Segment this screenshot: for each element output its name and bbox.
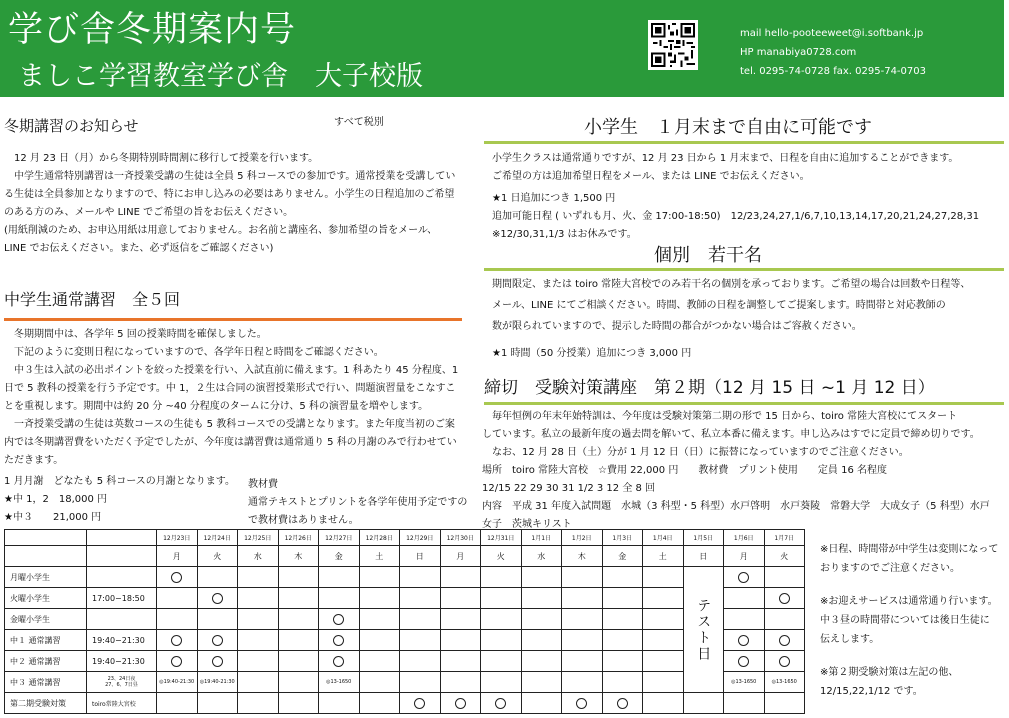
row-label: 中３ 通常講習 bbox=[5, 672, 87, 693]
table-cell bbox=[724, 567, 765, 588]
material-title: 教材費 bbox=[248, 479, 278, 490]
table-cell bbox=[440, 609, 481, 630]
note-line: ※お迎えサービスは通常通り行います。 bbox=[820, 596, 998, 607]
schedule-notes bbox=[820, 540, 1005, 701]
weekday-cell: 金 bbox=[602, 546, 643, 567]
material-line: 通常テキストとプリントを各学年使用予定ですの bbox=[248, 497, 468, 508]
row-label: 第二期受験対策 bbox=[5, 693, 87, 714]
table-cell bbox=[359, 672, 400, 693]
fee-line: ★中３ 21,000 円 bbox=[4, 512, 102, 523]
table-cell bbox=[521, 588, 562, 609]
junior-regular-title: 中学生通常講習 全５回 bbox=[4, 290, 181, 309]
contact-tel: tel. 0295-74-0728 fax. 0295-74-0703 bbox=[740, 66, 926, 77]
fee-line: ★中 1，2 18,000 円 bbox=[4, 494, 108, 505]
weekday-cell: 火 bbox=[481, 546, 522, 567]
text-line: 期間限定、または toiro 常陸大宮校でのみ若干名の個別を承っております。ご希望の場合は回数や日程等、 bbox=[492, 279, 971, 290]
table-cell bbox=[481, 588, 522, 609]
date-cell: 12月27日 bbox=[319, 530, 360, 546]
table-cell bbox=[319, 567, 360, 588]
text-line: 小学生クラスは通常通りですが、12 月 23 日から 1 月末まで、日程を自由に追加することができます。 bbox=[492, 153, 959, 164]
table-cell bbox=[197, 693, 238, 714]
table-cell bbox=[481, 651, 522, 672]
table-cell bbox=[278, 630, 319, 651]
table-cell bbox=[521, 609, 562, 630]
text-line: ただきます。 bbox=[4, 455, 64, 466]
weekday-cell: 木 bbox=[278, 546, 319, 567]
contact-hp[interactable]: HP manabiya0728.com bbox=[740, 47, 857, 58]
table-cell bbox=[440, 693, 481, 714]
weekday-cell: 金 bbox=[319, 546, 360, 567]
weekday-cell: 土 bbox=[643, 546, 684, 567]
table-cell bbox=[278, 693, 319, 714]
header-title: 学び舎冬期案内号 bbox=[8, 10, 297, 50]
circle-mark-icon bbox=[779, 656, 790, 667]
weekday-cell: 日 bbox=[683, 546, 724, 567]
table-cell bbox=[440, 672, 481, 693]
table-cell bbox=[724, 630, 765, 651]
table-cell bbox=[87, 567, 157, 588]
table-cell bbox=[440, 630, 481, 651]
table-cell bbox=[724, 693, 765, 714]
time-note: ◎13-1650 bbox=[724, 672, 765, 693]
table-cell bbox=[724, 651, 765, 672]
weekday-cell: 月 bbox=[724, 546, 765, 567]
table-cell bbox=[157, 567, 198, 588]
text-line: 冬期期間中は、各学年 5 回の授業時間を確保しました。 bbox=[4, 329, 267, 340]
text-line: る生徒は全員参加となりますので、特にお申し込みの必要はありません。小学生の日程追加のご希望 bbox=[4, 189, 455, 200]
table-cell bbox=[764, 609, 805, 630]
text-line: (用紙削減のため、お申込用紙は用意しておりません。お名前と講座名、参加希望の旨をメール、 bbox=[4, 225, 438, 236]
table-cell bbox=[440, 651, 481, 672]
orange-divider bbox=[4, 318, 462, 321]
circle-mark-icon bbox=[738, 635, 749, 646]
circle-mark-icon bbox=[495, 698, 506, 709]
table-cell bbox=[197, 609, 238, 630]
row-label: 月曜小学生 bbox=[5, 567, 87, 588]
text-line: 中学生通常特別講習は一斉授業受講の生徒は全員 5 科コースでの参加です。通常授業を受講してい bbox=[4, 171, 456, 182]
table-cell bbox=[319, 630, 360, 651]
table-cell bbox=[521, 630, 562, 651]
table-cell bbox=[87, 530, 157, 546]
text-line: 中３生は入試の必出ポイントを絞った授業を行い、入試直前に備えます。1 科あたり 45 分程度、1 bbox=[4, 365, 459, 376]
table-cell bbox=[643, 651, 684, 672]
time-line: 27、6、7日昼 bbox=[105, 682, 138, 688]
junior-regular-body bbox=[4, 326, 468, 470]
material-block bbox=[248, 476, 467, 530]
table-cell bbox=[562, 567, 603, 588]
winter-notice-title: 冬期講習のお知らせ bbox=[4, 117, 139, 135]
text-line: LINE でお伝えください。また、必ず返信をご確認ください) bbox=[4, 243, 274, 254]
test-day-label: テスト日 bbox=[695, 597, 712, 662]
circle-mark-icon bbox=[212, 635, 223, 646]
table-cell bbox=[319, 609, 360, 630]
table-cell bbox=[602, 630, 643, 651]
table-cell bbox=[197, 630, 238, 651]
text-line: 内容 平成 31 年度入試問題 水城（3 科型・5 科型）水戸啓明 水戸葵陵 常磐大学 大成女子（5 科型）水戸 bbox=[482, 501, 990, 512]
table-cell bbox=[643, 630, 684, 651]
table-cell bbox=[319, 588, 360, 609]
contact-info bbox=[740, 24, 926, 81]
table-cell bbox=[562, 672, 603, 693]
qr-code-icon[interactable] bbox=[648, 20, 698, 70]
date-cell: 1月1日 bbox=[521, 530, 562, 546]
table-cell bbox=[238, 609, 279, 630]
date-cell: 12月26日 bbox=[278, 530, 319, 546]
text-line: 数が限られていますので、提示した時間の都合がつかない場合はご容赦ください。 bbox=[492, 321, 862, 332]
table-cell bbox=[562, 630, 603, 651]
circle-mark-icon bbox=[576, 698, 587, 709]
table-cell bbox=[521, 693, 562, 714]
table-cell bbox=[724, 609, 765, 630]
text-line: 12/15 22 29 30 31 1/2 3 12 全 8 回 bbox=[482, 483, 656, 494]
weekday-cell: 水 bbox=[238, 546, 279, 567]
date-cell: 12月31日 bbox=[481, 530, 522, 546]
date-cell: 1月4日 bbox=[643, 530, 684, 546]
table-cell bbox=[643, 693, 684, 714]
individual-title: 個別 若干名 bbox=[654, 245, 762, 266]
note-line: ※第２期受験対策は左記の他、 bbox=[820, 667, 959, 678]
circle-mark-icon bbox=[171, 635, 182, 646]
text-line: 日で 5 教科の授業を行う予定です。中 1，２生は合同の演習授業形式で行い、問題演習量をこなすこ bbox=[4, 383, 456, 394]
date-cell: 12月29日 bbox=[400, 530, 441, 546]
elementary-body bbox=[492, 150, 979, 244]
row-label: 中１ 通常講習 bbox=[5, 630, 87, 651]
table-cell bbox=[521, 567, 562, 588]
exam-prep-body bbox=[482, 408, 980, 462]
weekday-cell: 月 bbox=[157, 546, 198, 567]
table-cell bbox=[87, 609, 157, 630]
circle-mark-icon bbox=[333, 614, 344, 625]
date-cell: 1月2日 bbox=[562, 530, 603, 546]
row-time: 19:40−21:30 bbox=[87, 651, 157, 672]
table-cell bbox=[521, 672, 562, 693]
table-cell bbox=[197, 588, 238, 609]
weekday-cell: 木 bbox=[562, 546, 603, 567]
circle-mark-icon bbox=[333, 635, 344, 646]
weekday-cell: 土 bbox=[359, 546, 400, 567]
circle-mark-icon bbox=[779, 635, 790, 646]
row-time: 17:00−18:50 bbox=[87, 588, 157, 609]
table-cell bbox=[602, 672, 643, 693]
table-cell bbox=[157, 609, 198, 630]
table-row bbox=[5, 693, 805, 714]
elementary-closed: ※12/30,31,1/3 はお休みです。 bbox=[492, 229, 637, 240]
note-line: おりますのでご注意ください。 bbox=[820, 563, 960, 574]
text-line: のある方のみ、メールや LINE でご希望の旨をお伝えください。 bbox=[4, 207, 294, 218]
time-note: ◎19:40-21:30 bbox=[197, 672, 238, 693]
table-cell bbox=[278, 588, 319, 609]
exam-prep-title: 締切 受験対策講座 第２期（12 月 15 日 ~1 月 12 日） bbox=[484, 378, 935, 398]
circle-mark-icon bbox=[212, 593, 223, 604]
table-cell bbox=[400, 693, 441, 714]
green-divider bbox=[484, 402, 1004, 405]
text-line: ご希望の方は追加希望日程をメール、または LINE でお伝えください。 bbox=[492, 171, 810, 182]
weekday-cell: 日 bbox=[400, 546, 441, 567]
row-time: 19:40−21:30 bbox=[87, 630, 157, 651]
date-cell: 12月25日 bbox=[238, 530, 279, 546]
table-row bbox=[5, 567, 805, 588]
text-line: 下記のように変則日程になっていますので、各学年日程と時間をご確認ください。 bbox=[4, 347, 384, 358]
table-cell bbox=[87, 546, 157, 567]
text-line: メール、LINE にてご相談ください。時間、教師の日程を調整してご提案します。時間帯と対応教師の bbox=[492, 300, 946, 311]
elementary-title: 小学生 １月末まで自由に可能です bbox=[584, 117, 872, 138]
table-cell bbox=[481, 693, 522, 714]
text-line: しています。私立の最新年度の過去問を解いて、私立本番に備えます。申し込みはすでに定員で締め切りです。 bbox=[482, 429, 980, 440]
text-line: 12 月 23 日（月）から冬期特別時間割に移行して授業を行います。 bbox=[4, 153, 319, 164]
individual-price: ★1 時間（50 分授業）追加につき 3,000 円 bbox=[492, 348, 692, 359]
table-row bbox=[5, 546, 805, 567]
time-line: 23、24日夜 bbox=[107, 676, 136, 682]
table-cell bbox=[238, 651, 279, 672]
text-line: 内では冬期講習費をいただく予定でしたが、今年度は講習費は通常通り 5 科の月謝のみで行わせてい bbox=[4, 437, 457, 448]
table-cell bbox=[5, 530, 87, 546]
table-cell bbox=[157, 630, 198, 651]
table-cell bbox=[764, 567, 805, 588]
table-cell bbox=[400, 567, 441, 588]
test-day-cell bbox=[683, 567, 724, 693]
time-note: ◎13-1650 bbox=[764, 672, 805, 693]
table-cell bbox=[562, 609, 603, 630]
table-cell bbox=[602, 609, 643, 630]
green-divider bbox=[484, 141, 1004, 144]
table-cell bbox=[643, 672, 684, 693]
table-cell bbox=[521, 651, 562, 672]
note-line: 中３昼の時間帯については後日生徒に bbox=[820, 615, 990, 626]
table-cell bbox=[238, 672, 279, 693]
tax-note: すべて税別 bbox=[334, 117, 384, 128]
text-line: 一斉授業受講の生徒は英数コースの生徒も 5 教科コースでの受講となります。また年度当初のご案 bbox=[4, 419, 455, 430]
table-cell bbox=[602, 588, 643, 609]
circle-mark-icon bbox=[779, 593, 790, 604]
date-cell: 12月24日 bbox=[197, 530, 238, 546]
table-cell bbox=[278, 651, 319, 672]
table-cell bbox=[197, 651, 238, 672]
table-cell bbox=[764, 651, 805, 672]
table-cell bbox=[400, 630, 441, 651]
elementary-dates: 追加可能日程 ( いずれも月、火、金 17:00-18:50) 12/23,24,27,1/6,7,10,13,14,17,20,21,24,27,28,31 bbox=[492, 211, 980, 222]
row-label: 金曜小学生 bbox=[5, 609, 87, 630]
table-cell bbox=[278, 609, 319, 630]
table-cell bbox=[238, 567, 279, 588]
table-cell bbox=[359, 567, 400, 588]
date-cell: 12月23日 bbox=[157, 530, 198, 546]
table-cell bbox=[562, 651, 603, 672]
table-cell bbox=[643, 588, 684, 609]
table-cell bbox=[440, 588, 481, 609]
table-cell bbox=[157, 693, 198, 714]
note-line: 伝えします。 bbox=[820, 634, 880, 645]
table-cell bbox=[764, 588, 805, 609]
table-cell bbox=[764, 630, 805, 651]
row-time bbox=[87, 672, 157, 693]
table-cell bbox=[481, 609, 522, 630]
date-cell: 1月6日 bbox=[724, 530, 765, 546]
row-label: 火曜小学生 bbox=[5, 588, 87, 609]
table-cell bbox=[400, 672, 441, 693]
weekday-cell: 火 bbox=[764, 546, 805, 567]
table-cell bbox=[724, 588, 765, 609]
table-cell bbox=[278, 672, 319, 693]
note-line: 12/15,22,1/12 です。 bbox=[820, 686, 923, 697]
note-line: ※日程、時間帯が中学生は変則になって bbox=[820, 544, 999, 555]
row-time: toiro常陸大宮校 bbox=[87, 693, 157, 714]
date-cell: 12月28日 bbox=[359, 530, 400, 546]
weekday-cell: 水 bbox=[521, 546, 562, 567]
circle-mark-icon bbox=[171, 572, 182, 583]
table-cell bbox=[359, 630, 400, 651]
schedule-table bbox=[4, 529, 805, 714]
exam-prep-details bbox=[482, 462, 990, 534]
date-cell: 12月30日 bbox=[440, 530, 481, 546]
table-cell bbox=[400, 609, 441, 630]
table-cell bbox=[481, 630, 522, 651]
text-line: 女子 茨城キリスト bbox=[482, 519, 572, 530]
table-cell bbox=[359, 693, 400, 714]
table-cell bbox=[481, 567, 522, 588]
date-cell: 1月3日 bbox=[602, 530, 643, 546]
table-cell bbox=[602, 693, 643, 714]
weekday-cell: 火 bbox=[197, 546, 238, 567]
date-cell: 1月7日 bbox=[764, 530, 805, 546]
table-cell bbox=[278, 567, 319, 588]
green-divider bbox=[484, 268, 1004, 271]
table-cell bbox=[643, 567, 684, 588]
circle-mark-icon bbox=[617, 698, 628, 709]
date-cell: 1月5日 bbox=[683, 530, 724, 546]
table-cell bbox=[481, 672, 522, 693]
table-cell bbox=[157, 588, 198, 609]
table-cell bbox=[683, 693, 724, 714]
table-cell bbox=[400, 588, 441, 609]
table-cell bbox=[238, 693, 279, 714]
text-line: 毎年恒例の年末年始特訓は、今年度は受験対策第二期の形で 15 日から、toiro 常陸大宮校にてスタート bbox=[482, 411, 958, 422]
material-line: で教材費はありません。 bbox=[248, 515, 359, 526]
individual-body bbox=[492, 274, 970, 364]
circle-mark-icon bbox=[738, 572, 749, 583]
fee-block bbox=[4, 473, 235, 527]
table-cell bbox=[319, 651, 360, 672]
circle-mark-icon bbox=[414, 698, 425, 709]
table-cell bbox=[197, 567, 238, 588]
text-line: 場所 toiro 常陸大宮校 ☆費用 22,000 円 教材費 プリント使用 定員 16 名程度 bbox=[482, 465, 887, 476]
elementary-price: ★1 日追加につき 1,500 円 bbox=[492, 193, 616, 204]
table-cell bbox=[238, 630, 279, 651]
table-cell bbox=[764, 693, 805, 714]
time-note: ◎13-1650 bbox=[319, 672, 360, 693]
table-cell bbox=[5, 546, 87, 567]
table-cell bbox=[359, 588, 400, 609]
text-line: とを重視します。期間中は約 20 分 ~40 分程度のタームに分け、5 科の演習量を増やします。 bbox=[4, 401, 429, 412]
table-cell bbox=[359, 609, 400, 630]
contact-mail[interactable]: mail hello-pooteeweet@i.softbank.jp bbox=[740, 28, 924, 39]
table-cell bbox=[157, 651, 198, 672]
circle-mark-icon bbox=[738, 656, 749, 667]
time-note: ◎19:40-21:30 bbox=[157, 672, 198, 693]
fee-title: 1 月月謝 どなたも 5 科コースの月謝となります。 bbox=[4, 476, 235, 487]
table-cell bbox=[359, 651, 400, 672]
table-cell bbox=[602, 651, 643, 672]
winter-notice-body bbox=[4, 150, 466, 258]
circle-mark-icon bbox=[171, 656, 182, 667]
circle-mark-icon bbox=[212, 656, 223, 667]
table-cell bbox=[562, 588, 603, 609]
table-cell bbox=[319, 693, 360, 714]
table-cell bbox=[602, 567, 643, 588]
weekday-cell: 月 bbox=[440, 546, 481, 567]
table-cell bbox=[400, 651, 441, 672]
circle-mark-icon bbox=[333, 656, 344, 667]
table-row bbox=[5, 530, 805, 546]
header-subtitle: ましこ学習教室学び舎 大子校版 bbox=[18, 61, 423, 92]
table-cell bbox=[562, 693, 603, 714]
table-cell bbox=[238, 588, 279, 609]
header-banner bbox=[0, 0, 1004, 97]
row-label: 中２ 通常講習 bbox=[5, 651, 87, 672]
table-cell bbox=[440, 567, 481, 588]
text-line: なお、12 月 28 日（土）分が 1 月 12 日（日）に振替になっていますのでご注意ください。 bbox=[482, 447, 909, 458]
circle-mark-icon bbox=[455, 698, 466, 709]
table-cell bbox=[643, 609, 684, 630]
